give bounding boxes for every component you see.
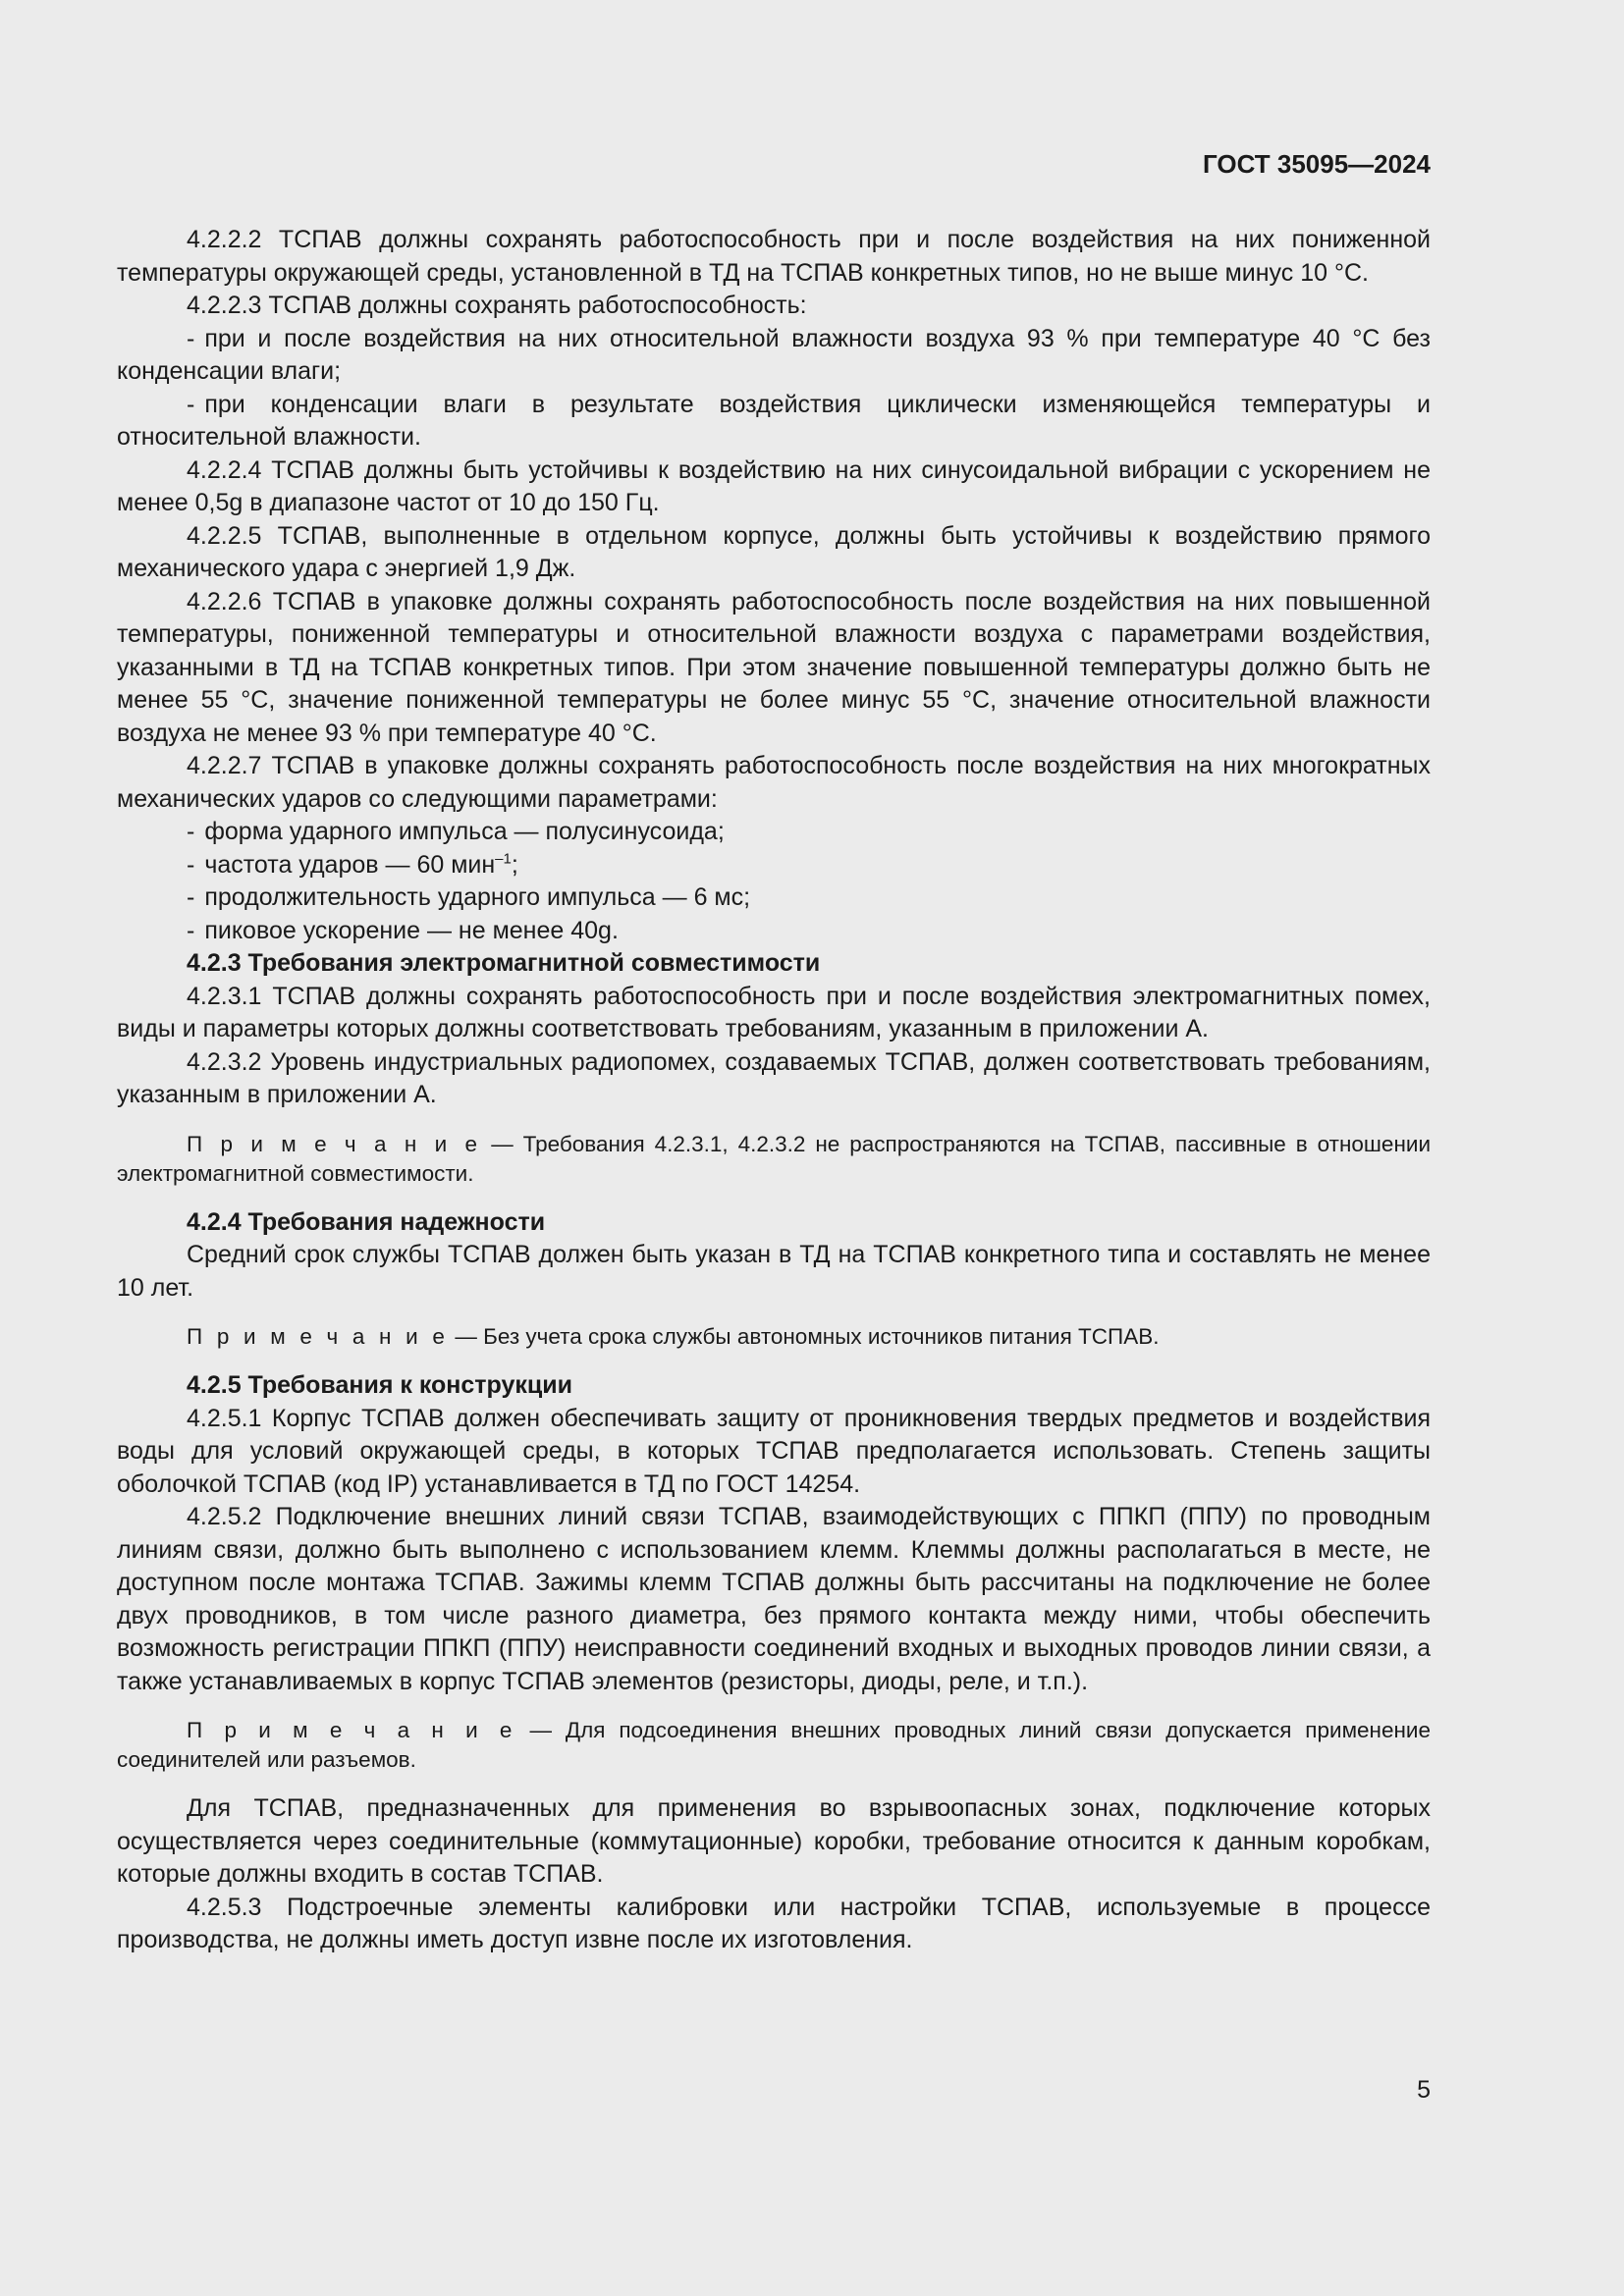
paragraph-4-2-2-2: 4.2.2.2 ТСПАВ должны сохранять работоспособность при и после воздействия на них пониженной температуры окружающей среды, установленной в ТД на ТСПАВ конкретных типов, но не выше минус 10 °С. [117, 226, 1431, 287]
paragraph-4-2-2-6: 4.2.2.6 ТСПАВ в упаковке должны сохранять работоспособность после воздействия на них повышенной температуры, пониженной температуры и относительной влажности воздуха с параметрами воздействия, указанными в ТД на ТСПАВ конкретных типов. При этом значение повышенной температуры должно быть не менее 55 °С, значение пониженной температуры не более минус 55 °С, значение относительной влажности воздуха не менее 93 % при температуре 40 °С. [117, 587, 1431, 747]
list-dash: - [187, 916, 195, 944]
note: П р и м е ч а н и е — Для подсоединения внешних проводных линий связи допускается применение соединителей или разъемов. [117, 1718, 1431, 1772]
paragraph-4-2-5-2-continued: Для ТСПАВ, предназначенных для применения во взрывоопасных зонах, подключение которых осуществляется через соединительные (коммутационные) коробки, требование относится к данным коробкам, которые должны входить в состав ТСПАВ. [117, 1794, 1431, 1888]
note-label: П р и м е ч а н и е [187, 1131, 482, 1156]
document-header: ГОСТ 35095—2024 [1203, 149, 1431, 179]
paragraph-4-2-5-3: 4.2.5.3 Подстроечные элементы калибровки или настройки ТСПАВ, используемые в процессе производства, не должны иметь доступ извне после их изготовления. [117, 1893, 1431, 1953]
list-item: - частота ударов — 60 мин$^{-1}$; [187, 850, 518, 879]
list-item: - форма ударного импульса — полусинусоида; [187, 818, 725, 845]
list-item: - пиковое ускорение — не менее 40g. [187, 916, 619, 944]
paragraph-4-2-2-3: 4.2.2.3 ТСПАВ должны сохранять работоспособность: [187, 292, 807, 319]
list-dash: - [187, 850, 195, 879]
page-content [117, 224, 1431, 1957]
list-dash: - [187, 390, 195, 418]
page-number: 5 [1417, 2076, 1431, 2104]
paragraph-4-2-3-1: 4.2.3.1 ТСПАВ должны сохранять работоспособность при и после воздействия электромагнитных помех, виды и параметры которых должны соответствовать требованиям, указанным в приложении А. [117, 982, 1431, 1042]
note: П р и м е ч а н и е — Без учета срока службы автономных источников питания ТСПАВ. [187, 1324, 1160, 1349]
note-label: П р и м е ч а н и е [187, 1718, 516, 1742]
note: П р и м е ч а н и е — Требования 4.2.3.1, 4.2.3.2 не распространяются на ТСПАВ, пассивные в отношении электромагнитной совместимости. [117, 1131, 1432, 1186]
list-dash: - [187, 324, 195, 352]
list-item: - продолжительность ударного импульса — 6 мс; [187, 883, 751, 911]
paragraph-4-2-2-5: 4.2.2.5 ТСПАВ, выполненные в отдельном корпусе, должны быть устойчивы к воздействию прямого механического удара с энергией 1,9 Дж. [117, 521, 1431, 582]
superscript-exponent: –1 [495, 850, 512, 868]
paragraph-4-2-4: Средний срок службы ТСПАВ должен быть указан в ТД на ТСПАВ конкретного типа и составлять не менее 10 лет. [117, 1241, 1431, 1302]
paragraph-4-2-5-2: 4.2.5.2 Подключение внешних линий связи ТСПАВ, взаимодействующих с ППКП (ППУ) по проводным линиям связи, должно быть выполнено с использованием клемм. Клеммы должны располагаться в месте, не доступном после монтажа ТСПАВ. Зажимы клемм ТСПАВ должны быть рассчитаны на подключение не более двух проводников, в том числе разного диаметра, без прямого контакта между ними, чтобы обеспечить возможность регистрации ППКП (ППУ) неисправности соединений входных и выходных проводов линии связи, а также устанавливаемых в корпус ТСПАВ элементов (резисторы, диоды, реле, и т.п.). [117, 1503, 1431, 1695]
section-heading-4-2-3: 4.2.3 Требования электромагнитной совместимости [187, 949, 821, 977]
section-heading-4-2-4: 4.2.4 Требования надежности [187, 1207, 546, 1236]
paragraph-4-2-5-1: 4.2.5.1 Корпус ТСПАВ должен обеспечивать защиту от проникновения твердых предметов и воздействия воды для условий окружающей среды, в которых ТСПАВ предполагается использовать. Степень защиты оболочкой ТСПАВ (код IP) устанавливается в ТД по ГОСТ 14254. [117, 1404, 1431, 1498]
list-dash: - [187, 883, 195, 911]
note-label: П р и м е ч а н и е [187, 1324, 450, 1349]
list-item: - при конденсации влаги в результате воздействия циклически изменяющейся температуры и относительной влажности. [117, 390, 1431, 451]
section-heading-4-2-5: 4.2.5 Требования к конструкции [187, 1371, 572, 1399]
paragraph-4-2-2-4: 4.2.2.4 ТСПАВ должны быть устойчивы к воздействию на них синусоидальной вибрации с ускорением не менее 0,5g в диапазоне частот от 10 до 150 Гц. [117, 455, 1431, 516]
paragraph-4-2-2-7: 4.2.2.7 ТСПАВ в упаковке должны сохранять работоспособность после воздействия на них многократных механических ударов со следующими параметрами: [117, 752, 1431, 813]
list-item: - при и после воздействия на них относительной влажности воздуха 93 % при температуре 40 °С без конденсации влаги; [117, 324, 1431, 385]
paragraph-4-2-3-2: 4.2.3.2 Уровень индустриальных радиопомех, создаваемых ТСПАВ, должен соответствовать требованиям, указанным в приложении А. [117, 1047, 1431, 1108]
list-dash: - [187, 818, 195, 845]
